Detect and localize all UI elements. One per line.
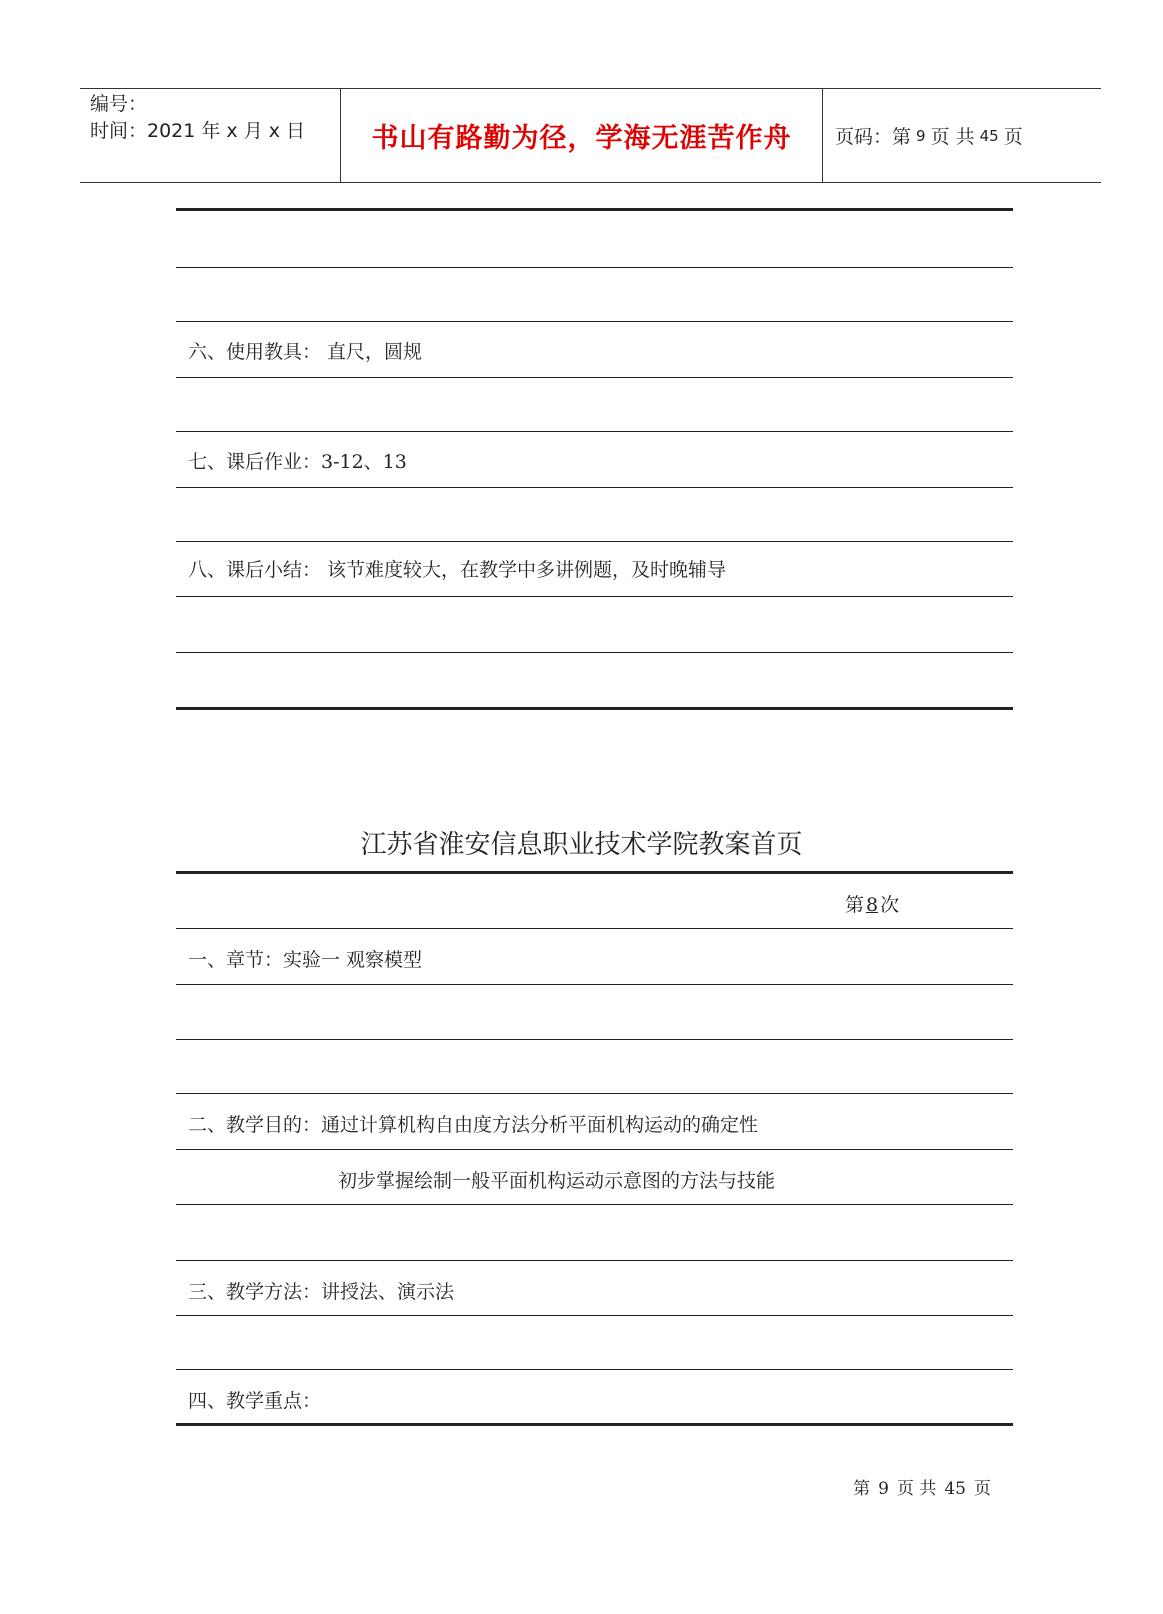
header-page-prefix: 页码：第 (835, 126, 912, 148)
rule-line (176, 1039, 1013, 1040)
rule-line (176, 1315, 1013, 1316)
rule-line (176, 928, 1013, 929)
rule-line (176, 1093, 1013, 1094)
table-top-border (176, 871, 1013, 874)
footer-total: 45 (944, 1479, 966, 1499)
rule-line (176, 541, 1013, 542)
teaching-goal-1: 二、教学目的：通过计算机构自由度方法分析平面机构运动的确定性 (188, 1114, 759, 1136)
footer-current: 9 (878, 1479, 889, 1499)
table-bottom-border (176, 707, 1013, 710)
header-page-mid: 页 共 (930, 126, 975, 148)
table-bottom-border (176, 1423, 1013, 1426)
rule-line (176, 1260, 1013, 1261)
header-page-current: 9 (916, 126, 926, 145)
homework: 七、课后作业：3-12、13 (188, 451, 407, 473)
lesson-count: 8 (866, 894, 879, 916)
page-header (80, 88, 1101, 183)
lesson-suffix: 次 (880, 894, 900, 916)
rule-line (176, 1369, 1013, 1370)
table-top-border (176, 208, 1013, 211)
lesson-prefix: 第 (845, 894, 865, 916)
header-motto: 书山有路勤为径，学海无涯苦作舟 (341, 89, 823, 182)
header-page-total: 45 (979, 126, 999, 145)
rule-line (176, 1204, 1013, 1205)
rule-line (176, 321, 1013, 322)
footer-suffix: 页 (974, 1479, 991, 1499)
rule-line (176, 984, 1013, 985)
teaching-method: 三、教学方法：讲授法、演示法 (188, 1281, 455, 1303)
header-meta (80, 89, 341, 182)
teaching-goal-2: 初步掌握绘制一般平面机构运动示意图的方法与技能 (338, 1170, 776, 1192)
lesson-number (845, 890, 899, 917)
header-page-suffix: 页 (1003, 126, 1023, 148)
page-footer (853, 1474, 991, 1499)
rule-line (176, 267, 1013, 268)
rule-line (176, 487, 1013, 488)
time-label: 时间：2021 年 x 月 x 日 (90, 120, 306, 142)
serial-label: 编号： (90, 93, 148, 115)
rule-line (176, 377, 1013, 378)
teaching-tools: 六、使用教具： 直尺，圆规 (188, 341, 423, 363)
rule-line (176, 652, 1013, 653)
footer-mid: 页 共 (896, 1479, 937, 1499)
chapter: 一、章节：实验一 观察模型 (188, 949, 423, 971)
footer-prefix: 第 (853, 1479, 871, 1499)
document-title: 江苏省淮安信息职业技术学院教案首页 (360, 830, 803, 860)
rule-line (176, 596, 1013, 597)
rule-line (176, 1149, 1013, 1150)
teaching-key-points: 四、教学重点： (188, 1390, 322, 1412)
lesson-summary: 八、课后小结： 该节难度较大，在教学中多讲例题，及时晚辅导 (188, 559, 727, 581)
header-page-number (823, 89, 1101, 182)
rule-line (176, 431, 1013, 432)
